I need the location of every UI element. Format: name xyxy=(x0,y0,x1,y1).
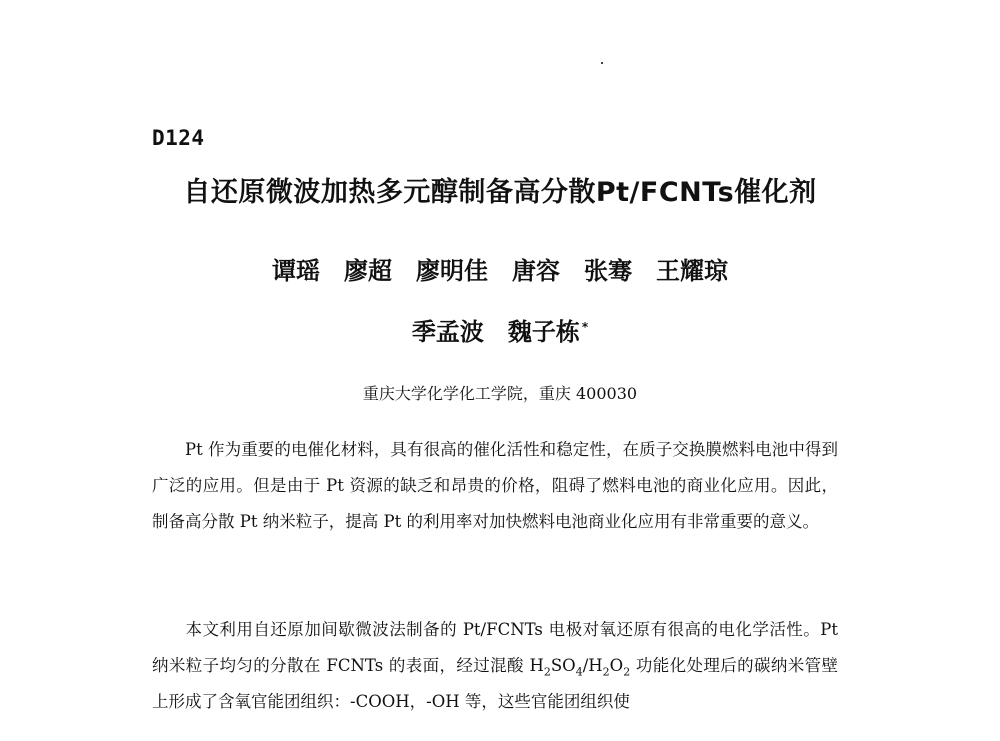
subscript-so4: 4 xyxy=(575,665,583,679)
paragraph-2-text-c: /H xyxy=(582,656,603,675)
paragraph-2-text-b: SO xyxy=(550,656,576,675)
subscript-h2: 2 xyxy=(543,665,551,679)
authors-line-2 xyxy=(0,312,1000,347)
affiliation: 重庆大学化学化工学院，重庆 400030 xyxy=(362,384,638,403)
paragraph-2-text-e: 功能化处理后的碳纳米管壁上形成了含氧官能团组织：-COOH，-OH 等，这些官能团组织使 xyxy=(152,656,838,711)
paragraph-2-text-d: O xyxy=(609,656,624,675)
body-paragraph-2 xyxy=(152,612,838,720)
corresponding-author-mark: * xyxy=(581,320,589,334)
paragraph-1-text: Pt 作为重要的电催化材料，具有很高的催化活性和稳定性，在质子交换膜燃料电池中得到广泛的应用。但是由于 Pt 资源的缺乏和昂贵的价格，阻碍了燃料电池的商业化应用。因此，制备高分散 Pt 纳米粒子，提高 Pt 的利用率对加快燃料电池商业化应用有非常重要的意义。 xyxy=(152,440,838,531)
paper-code: D124 xyxy=(152,126,205,150)
authors-line-1-text: 谭瑶 廖超 廖明佳 唐容 张骞 王耀琼 xyxy=(272,257,728,285)
body-paragraph-1 xyxy=(152,432,838,540)
scan-speck xyxy=(601,62,603,64)
authors-line-2-text: 季孟波 魏子栋 xyxy=(411,318,580,346)
authors-line-1 xyxy=(0,251,1000,286)
subscript-o2: 2 xyxy=(623,665,631,679)
paragraph-2-text-a: 本文利用自还原加间歇微波法制备的 Pt/FCNTs 电极对氧还原有很高的电化学活性。Pt 纳米粒子均匀的分散在 FCNTs 的表面，经过混酸 H xyxy=(152,620,838,675)
paper-title: 自还原微波加热多元醇制备高分散Pt/FCNTs催化剂 xyxy=(183,177,817,208)
subscript-h2-b: 2 xyxy=(602,665,610,679)
